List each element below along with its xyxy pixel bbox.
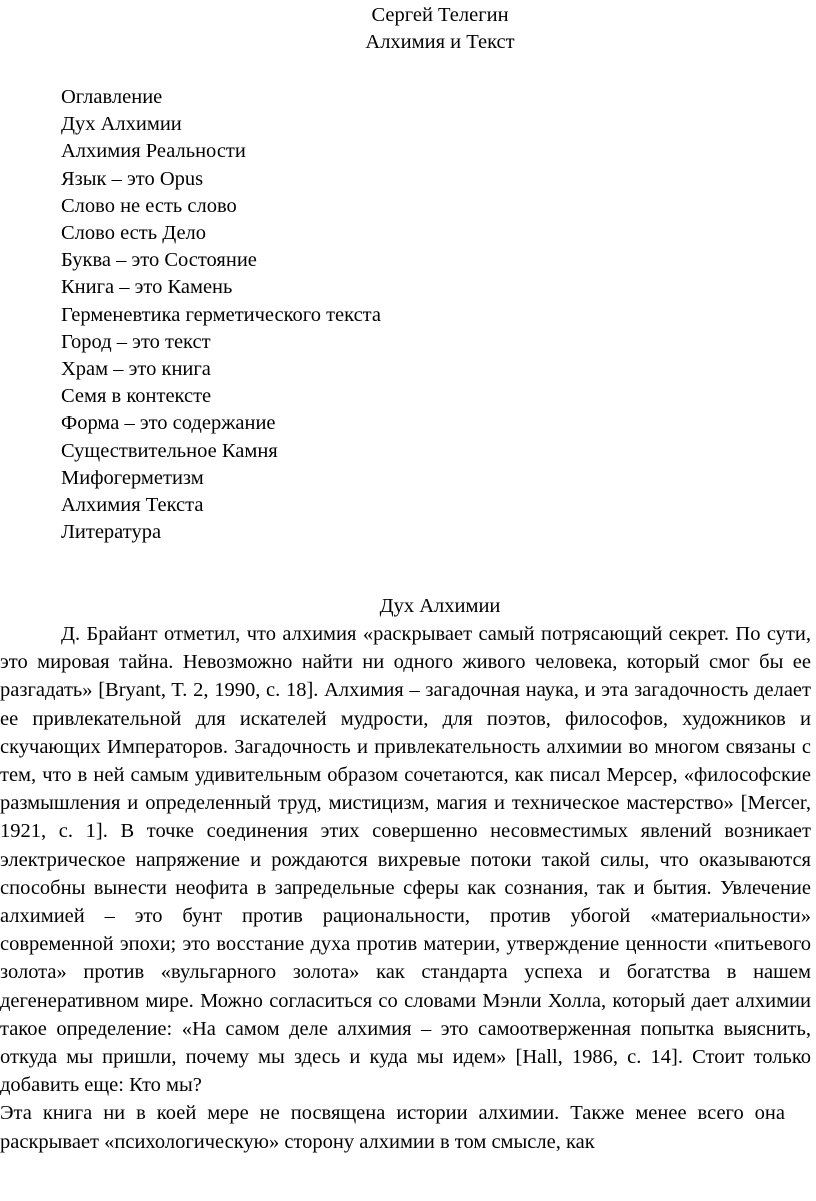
body-paragraph: Д. Брайант отметил, что алхимия «раскрывает самый потрясающий секрет. По сути, это мировая тайна. Невозможно найти ни одного живого человека, который смог бы ее разгадать» [Bryant, T. 2, 1990, с. 18]. Алхимия – загадочная наука, и эта загадочность делает ее привлекательной для искателей мудрости, для поэтов, философов, художников и скучающих Императоров. Загадочность и привлекательность алхимии во многом связаны с тем, что в ней самым удивительным образом сочетаются, как писал Мерсер, «философские размышления и определенный труд, мистицизм, магия и техническое мастерство» [Mercer, 1921, с. 1]. В точке соединения этих совершенно несовместимых явлений возникает электрическое напряжение и рождаются вихревые потоки такой силы, что оказываются способны вынести неофита в запредельные сферы как сознания, так и бытия. Увлечение алхимией – это бунт против рациональности, против убогой «материальности» современной эпохи; это восстание духа против материи, утверждение ценности «питьевого золота» против «вульгарного золота» как стандарта успеха и богатства в нашем дегенеративном мире. Можно согласиться со словами Мэнли Холла, который дает алхимии такое определение: «На самом деле алхимия – это самоотверженная попытка выяснить, откуда мы пришли, почему мы здесь и куда мы идем» [Hall, 1986, с. 14]. Стоит только добавить еще: Кто мы? [0,623,811,1097]
toc-item: Книга – это Камень [61,276,233,299]
document-title: Алхимия и Текст [365,31,515,53]
toc-item: Буква – это Состояние [61,249,257,272]
body-paragraph: Эта книга ни в коей мере не посвящена истории алхимии. Также менее всего она раскрывает «психологическую» сторону алхимии в том смысле, как [0,1102,785,1153]
toc-item: Герменевтика герметического текста [61,303,381,326]
toc-item: Город – это текст [61,330,211,353]
table-of-contents [61,84,381,546]
toc-item: Существительное Камня [61,439,278,462]
toc-item: Слово не есть слово [61,194,237,217]
document-header [0,2,816,56]
toc-item: Дух Алхимии [61,113,182,136]
toc-item: Язык – это Opus [61,167,204,190]
section-heading: Дух Алхимии [379,595,501,617]
toc-item: Храм – это книга [61,358,211,381]
toc-item: Мифогерметизм [61,466,204,489]
toc-heading: Оглавление [61,86,163,108]
toc-item: Алхимия Реальности [61,140,246,163]
toc-item: Алхимия Текста [61,494,204,517]
toc-item: Семя в контексте [61,385,212,408]
toc-item: Форма – это содержание [61,412,276,435]
toc-item: Литература [61,521,162,544]
toc-item: Слово есть Дело [61,222,207,245]
section-body [0,620,811,1156]
author-name: Сергей Телегин [371,4,509,26]
